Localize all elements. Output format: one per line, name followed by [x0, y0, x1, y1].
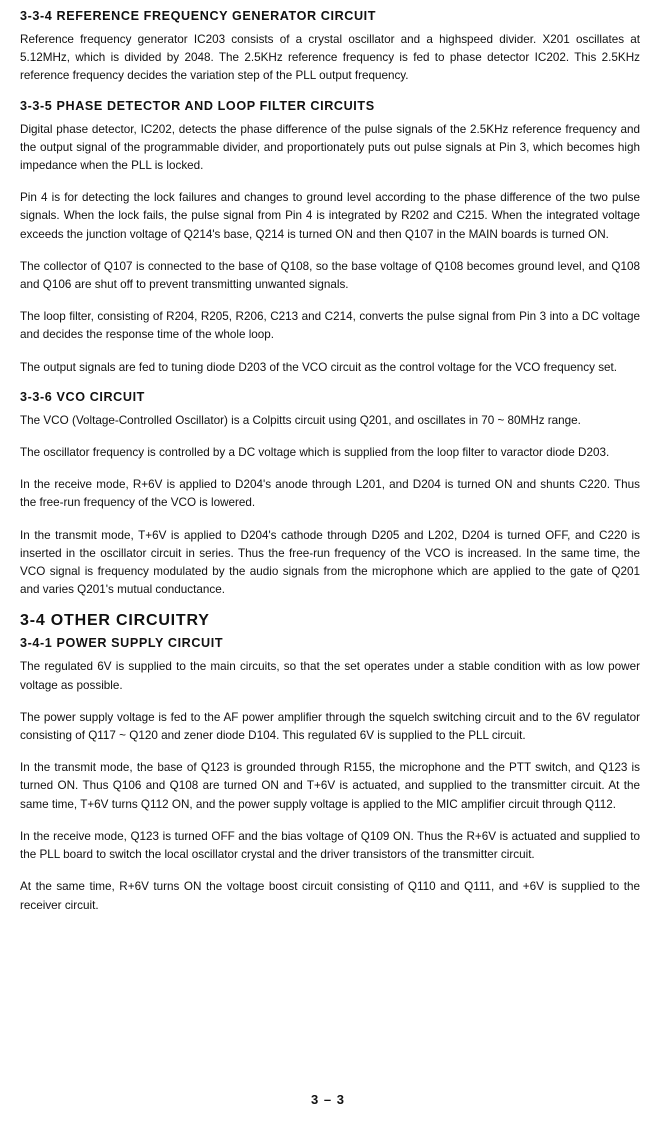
section-reference-frequency [20, 8, 640, 86]
paragraph: The oscillator frequency is controlled by a DC voltage which is supplied from the loop filter to varactor diode D203. [20, 446, 610, 460]
paragraph: Pin 4 is for detecting the lock failures and changes to ground level according to the phase difference of the two pulse signals. When the lock fails, the pulse signal from Pin 4 is integrated by R202 and C215. When the integrated voltage exceeds the junction voltage of Q214's base, Q214 is turned ON and then Q107 in the MAIN boards is turned ON. [20, 191, 640, 241]
paragraph: In the transmit mode, T+6V is applied to D204's cathode through D205 and L202, D204 is turned OFF, and C220 is inserted in the oscillator circuit in series. Thus the free-run frequency of the VCO is increased. In the same time, the VCO signal is frequency modulated by the audio signals from the microphone which are applied to the gate of Q201 and varies Q201's mutual conductance. [20, 528, 640, 597]
paragraph: The VCO (Voltage-Controlled Oscillator) is a Colpitts circuit using Q201, and oscillates in 70 ~ 80MHz range. [20, 413, 581, 427]
section-heading: 3-3-4 REFERENCE FREQUENCY GENERATOR CIRCUIT [20, 9, 377, 23]
paragraph: The loop filter, consisting of R204, R205, R206, C213 and C214, converts the pulse signal from Pin 3 into a DC voltage and decides the response time of the whole loop. [20, 310, 640, 342]
page-number: 3 – 3 [311, 1092, 345, 1107]
section-heading: 3-4-1 POWER SUPPLY CIRCUIT [20, 636, 224, 651]
paragraph: Digital phase detector, IC202, detects the phase difference of the pulse signals of the 2.5KHz reference frequency and the output signal of the programmable divider, and proportionately puts out pulse signals at Pin 3, which becomes high impedance when the PLL is locked. [20, 122, 640, 173]
section-heading: 3-3-5 PHASE DETECTOR AND LOOP FILTER CIRCUITS [20, 98, 375, 113]
paragraph: In the receive mode, Q123 is turned OFF and the bias voltage of Q109 ON. Thus the R+6V is actuated and supplied to the PLL board to switch the local oscillator crystal and the driver transistors of the transmitter circuit. [20, 829, 640, 862]
paragraph: In the receive mode, R+6V is applied to D204's anode through L201, and D204 is turned ON and shunts C220. Thus the free-run frequency of the VCO is lowered. [20, 478, 640, 510]
paragraph: Reference frequency generator IC203 consists of a crystal oscillator and a highspeed divider. X201 oscillates at 5.12MHz, which is divided by 2048. The 2.5KHz reference frequency is fed to phase detector IC202. This 2.5KHz reference frequency decides the variation step of the PLL output frequency. [20, 33, 640, 83]
paragraph: At the same time, R+6V turns ON the voltage boost circuit consisting of Q110 and Q111, and +6V is supplied to the receiver circuit. [20, 880, 640, 912]
paragraph: In the transmit mode, the base of Q123 is grounded through R155, the microphone and the PTT switch, and Q123 is turned ON. Thus Q106 and Q108 are turned ON and T+6V is actuated, and supplied to the transmitter circuit. At the same time, T+6V turns Q112 ON, and the power supply voltage is applied to the MIC amplifier circuit through Q112. [20, 761, 640, 811]
section-phase-detector [20, 98, 640, 377]
section-power-supply [20, 635, 640, 914]
section-vco [20, 389, 640, 600]
paragraph: The collector of Q107 is connected to the base of Q108, so the base voltage of Q108 becomes ground level, and Q108 and Q106 are shut off to prevent transmitting unwanted signals. [20, 259, 640, 292]
paragraph: The output signals are fed to tuning diode D203 of the VCO circuit as the control voltage for the VCO frequency set. [20, 360, 618, 374]
paragraph: The regulated 6V is supplied to the main circuits, so that the set operates under a stable condition with as low power voltage as possible. [20, 660, 640, 692]
page-content [20, 8, 640, 927]
section-heading: 3-3-6 VCO CIRCUIT [20, 389, 145, 404]
paragraph: The power supply voltage is fed to the AF power amplifier through the squelch switching circuit and to the 6V regulator consisting of Q117 ~ Q120 and zener diode D104. This regulated 6V is supplied to the PLL circuit. [20, 710, 640, 743]
major-heading: 3-4 OTHER CIRCUITRY [20, 612, 210, 630]
